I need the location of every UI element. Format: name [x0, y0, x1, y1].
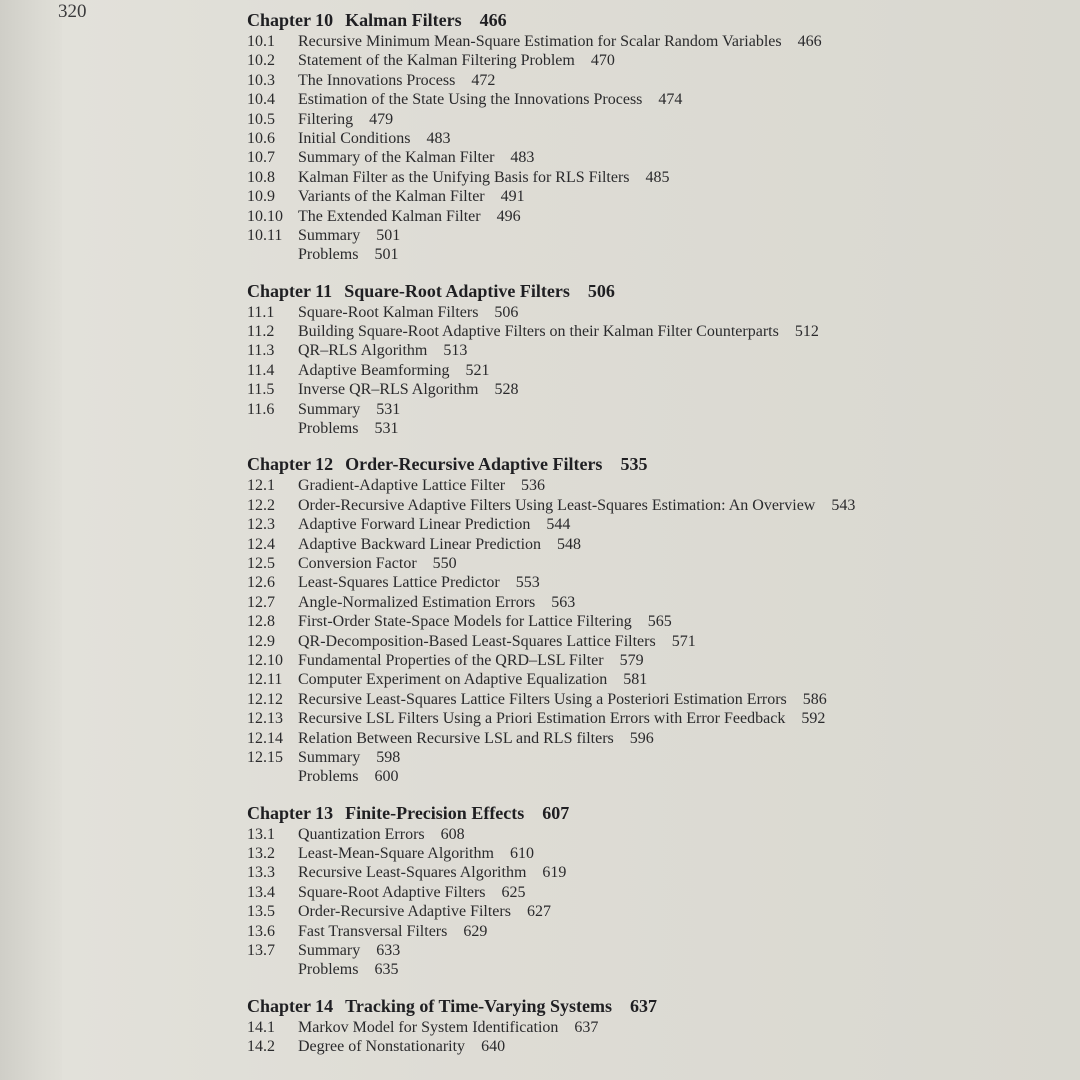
section-number: 13.3 [247, 864, 275, 882]
section-title: Problems [298, 420, 359, 438]
section-title: Fundamental Properties of the QRD–LSL Filter [298, 651, 604, 669]
toc-entry [247, 419, 1047, 438]
section-page-number: 637 [574, 1018, 599, 1036]
section-page-number: 598 [376, 748, 401, 766]
section-page-number: 501 [374, 246, 399, 264]
section-number: 13.4 [247, 883, 275, 901]
chapter-page-number: 637 [630, 995, 658, 1016]
toc-entry [247, 1037, 1047, 1056]
section-page-number: 625 [501, 883, 526, 901]
section-number: 12.13 [247, 710, 283, 728]
section-number: 12.8 [247, 613, 275, 631]
section-page-number: 571 [671, 632, 696, 650]
toc-entry [247, 922, 1047, 941]
section-title: Problems [298, 961, 359, 979]
section-title: Summary of the Kalman Filter [298, 149, 495, 167]
section-title: Summary [298, 942, 361, 960]
section-title: QR–RLS Algorithm [298, 342, 428, 360]
section-number [247, 419, 298, 438]
section-number: 12.9 [247, 632, 275, 650]
section-title: Estimation of the State Using the Innovations Process [298, 91, 643, 109]
toc-entry [247, 593, 1047, 612]
toc-entry [247, 535, 1047, 554]
toc-entry [247, 1018, 1047, 1037]
section-page-number: 586 [802, 690, 827, 708]
section-number: 14.2 [247, 1038, 275, 1056]
section-number [247, 767, 298, 786]
section-page-number: 592 [801, 710, 826, 728]
section-title: Recursive Least-Squares Algorithm [298, 864, 527, 882]
section-title: First-Order State-Space Models for Lattice Filtering [298, 613, 632, 631]
section-title: Variants of the Kalman Filter [298, 188, 485, 206]
toc-entry [247, 690, 1047, 709]
section-title: Gradient-Adaptive Lattice Filter [298, 477, 506, 495]
toc-entry [247, 515, 1047, 534]
section-title: Adaptive Beamforming [298, 361, 450, 379]
toc-entry [247, 71, 1047, 90]
toc-entry [247, 361, 1047, 380]
section-page-number: 521 [465, 361, 490, 379]
toc-entry [247, 496, 1047, 515]
toc-entry [247, 709, 1047, 728]
section-page-number: 640 [481, 1038, 506, 1056]
section-number: 13.2 [247, 845, 275, 863]
section-page-number: 479 [369, 110, 394, 128]
chapter-heading [247, 279, 1047, 303]
toc-entry [247, 844, 1047, 863]
chapter-page-number: 607 [542, 802, 570, 823]
section-page-number: 633 [376, 942, 401, 960]
section-page-number: 501 [376, 226, 401, 244]
toc-entry [247, 187, 1047, 206]
section-page-number: 496 [496, 207, 521, 225]
section-number: 10.4 [247, 91, 275, 109]
section-number: 10.3 [247, 71, 275, 89]
section-page-number: 536 [521, 477, 546, 495]
section-number: 10.11 [247, 226, 283, 244]
toc-entry [247, 322, 1047, 341]
section-number: 11.1 [247, 303, 275, 321]
section-number: 12.6 [247, 574, 275, 592]
book-gutter [0, 0, 62, 1080]
section-page-number: 608 [440, 825, 465, 843]
section-title: Order-Recursive Adaptive Filters Using Least-Squares Estimation: An Overview [298, 496, 816, 514]
section-number: 13.5 [247, 903, 275, 921]
section-page-number: 600 [374, 768, 399, 786]
chapter-section [247, 801, 1047, 980]
toc-entry [247, 32, 1047, 51]
chapter-section [247, 8, 1047, 265]
section-title: Problems [298, 246, 359, 264]
section-title: Summary [298, 226, 361, 244]
section-title: Quantization Errors [298, 825, 425, 843]
toc-entry [247, 148, 1047, 167]
section-number: 10.10 [247, 207, 283, 225]
section-page-number: 483 [510, 149, 535, 167]
toc-entry [247, 554, 1047, 573]
toc-entry [247, 960, 1047, 979]
toc-entry [247, 573, 1047, 592]
toc-entry [247, 168, 1047, 187]
toc-entry [247, 651, 1047, 670]
section-title: Summary [298, 400, 361, 418]
section-number: 10.6 [247, 129, 275, 147]
section-number: 12.11 [247, 671, 283, 689]
section-number: 12.3 [247, 516, 275, 534]
chapter-label: Chapter 11 [247, 280, 333, 301]
chapter-heading [247, 801, 1047, 825]
section-number: 11.3 [247, 342, 275, 360]
section-number: 11.4 [247, 361, 275, 379]
section-title: The Extended Kalman Filter [298, 207, 481, 225]
section-number: 10.9 [247, 188, 275, 206]
section-number: 11.6 [247, 400, 275, 418]
section-title: Building Square-Root Adaptive Filters on their Kalman Filter Counterparts [298, 323, 779, 341]
toc-entry [247, 110, 1047, 129]
section-title: QR-Decomposition-Based Least-Squares Lattice Filters [298, 632, 656, 650]
section-page-number: 550 [432, 554, 457, 572]
section-page-number: 610 [509, 845, 534, 863]
toc-entry [247, 226, 1047, 245]
section-number: 12.12 [247, 690, 283, 708]
table-of-contents [247, 8, 1047, 1071]
chapter-page-number: 466 [479, 10, 507, 30]
page-number: 320 [58, 1, 87, 22]
section-page-number: 528 [494, 381, 519, 399]
section-page-number: 491 [500, 188, 525, 206]
chapter-section [247, 452, 1047, 786]
chapter-heading [247, 994, 1047, 1018]
toc-entry [247, 902, 1047, 921]
chapter-title: Square-Root Adaptive Filters [344, 280, 570, 301]
section-number: 12.10 [247, 651, 283, 669]
chapter-page-number: 506 [587, 280, 615, 301]
section-title: Relation Between Recursive LSL and RLS filters [298, 729, 614, 747]
section-title: Angle-Normalized Estimation Errors [298, 593, 536, 611]
section-number: 11.2 [247, 323, 275, 341]
section-page-number: 563 [551, 593, 576, 611]
section-page-number: 466 [797, 33, 822, 50]
toc-entry [247, 129, 1047, 148]
section-number [247, 245, 298, 264]
section-number: 10.1 [247, 33, 275, 50]
section-number: 10.7 [247, 149, 275, 167]
section-page-number: 512 [794, 323, 819, 341]
section-number: 12.4 [247, 535, 275, 553]
chapter-section [247, 279, 1047, 439]
section-title: Filtering [298, 110, 354, 128]
section-title: Markov Model for System Identification [298, 1018, 559, 1036]
section-page-number: 553 [515, 574, 540, 592]
toc-entry [247, 51, 1047, 70]
section-page-number: 635 [374, 961, 399, 979]
section-title: Order-Recursive Adaptive Filters [298, 903, 511, 921]
section-page-number: 565 [647, 613, 672, 631]
toc-entry [247, 941, 1047, 960]
toc-entry [247, 729, 1047, 748]
section-number: 13.6 [247, 922, 275, 940]
section-number: 13.1 [247, 825, 275, 843]
section-title: Kalman Filter as the Unifying Basis for RLS Filters [298, 168, 630, 186]
section-page-number: 543 [831, 496, 856, 514]
section-number: 12.7 [247, 593, 275, 611]
section-title: Initial Conditions [298, 129, 411, 147]
section-title: Square-Root Adaptive Filters [298, 883, 486, 901]
chapter-label: Chapter 12 [247, 454, 334, 475]
section-number: 10.2 [247, 52, 275, 70]
toc-entry [247, 670, 1047, 689]
section-page-number: 619 [542, 864, 567, 882]
toc-entry [247, 207, 1047, 226]
toc-entry [247, 380, 1047, 399]
section-title: Adaptive Forward Linear Prediction [298, 516, 531, 534]
section-number: 12.14 [247, 729, 283, 747]
section-number: 13.7 [247, 942, 275, 960]
section-title: Fast Transversal Filters [298, 922, 448, 940]
toc-entry [247, 612, 1047, 631]
section-page-number: 472 [471, 71, 496, 89]
chapter-label: Chapter 14 [247, 995, 334, 1016]
chapter-heading [247, 452, 1047, 476]
toc-entry [247, 400, 1047, 419]
section-title: Degree of Nonstationarity [298, 1038, 466, 1056]
section-page-number: 627 [526, 903, 551, 921]
toc-entry [247, 90, 1047, 109]
toc-entry [247, 863, 1047, 882]
section-page-number: 506 [494, 303, 519, 321]
toc-entry [247, 748, 1047, 767]
section-title: Recursive Least-Squares Lattice Filters Using a Posteriori Estimation Errors [298, 690, 787, 708]
section-title: Least-Mean-Square Algorithm [298, 845, 494, 863]
chapter-title: Order-Recursive Adaptive Filters [345, 454, 603, 475]
chapter-title: Finite-Precision Effects [345, 802, 525, 823]
toc-entry [247, 767, 1047, 786]
section-title: Recursive LSL Filters Using a Priori Estimation Errors with Error Feedback [298, 710, 786, 728]
chapter-title: Kalman Filters [345, 10, 462, 30]
toc-entry [247, 632, 1047, 651]
section-page-number: 531 [376, 400, 401, 418]
section-number: 12.1 [247, 477, 275, 495]
chapter-title: Tracking of Time-Varying Systems [345, 995, 613, 1016]
section-number: 12.15 [247, 748, 283, 766]
section-number: 11.5 [247, 381, 275, 399]
toc-entry [247, 245, 1047, 264]
section-title: Inverse QR–RLS Algorithm [298, 381, 479, 399]
toc-entry [247, 476, 1047, 495]
section-title: Statement of the Kalman Filtering Problem [298, 52, 575, 70]
section-title: Conversion Factor [298, 554, 417, 572]
section-title: The Innovations Process [298, 71, 456, 89]
toc-entry [247, 825, 1047, 844]
section-number: 10.8 [247, 168, 275, 186]
section-title: Recursive Minimum Mean-Square Estimation for Scalar Random Variables [298, 33, 782, 50]
section-page-number: 531 [374, 420, 399, 438]
section-page-number: 579 [619, 651, 644, 669]
section-number: 14.1 [247, 1018, 275, 1036]
section-page-number: 581 [623, 671, 648, 689]
section-title: Problems [298, 768, 359, 786]
section-page-number: 596 [629, 729, 654, 747]
toc-entry [247, 883, 1047, 902]
toc-entry [247, 303, 1047, 322]
section-page-number: 470 [590, 52, 615, 70]
chapter-label: Chapter 10 [247, 10, 334, 30]
section-page-number: 483 [426, 129, 451, 147]
section-title: Least-Squares Lattice Predictor [298, 574, 500, 592]
chapter-heading [247, 8, 1047, 32]
section-page-number: 544 [546, 516, 571, 534]
section-page-number: 629 [463, 922, 488, 940]
section-title: Computer Experiment on Adaptive Equalization [298, 671, 608, 689]
section-page-number: 474 [658, 91, 683, 109]
section-title: Square-Root Kalman Filters [298, 303, 479, 321]
section-number: 12.2 [247, 496, 275, 514]
section-title: Adaptive Backward Linear Prediction [298, 535, 542, 553]
chapter-section [247, 994, 1047, 1057]
section-number [247, 960, 298, 979]
chapter-label: Chapter 13 [247, 802, 334, 823]
section-page-number: 513 [443, 342, 468, 360]
section-page-number: 485 [645, 168, 670, 186]
section-number: 12.5 [247, 554, 275, 572]
section-page-number: 548 [557, 535, 582, 553]
chapter-page-number: 535 [620, 454, 648, 475]
section-title: Summary [298, 748, 361, 766]
section-number: 10.5 [247, 110, 275, 128]
toc-entry [247, 341, 1047, 360]
